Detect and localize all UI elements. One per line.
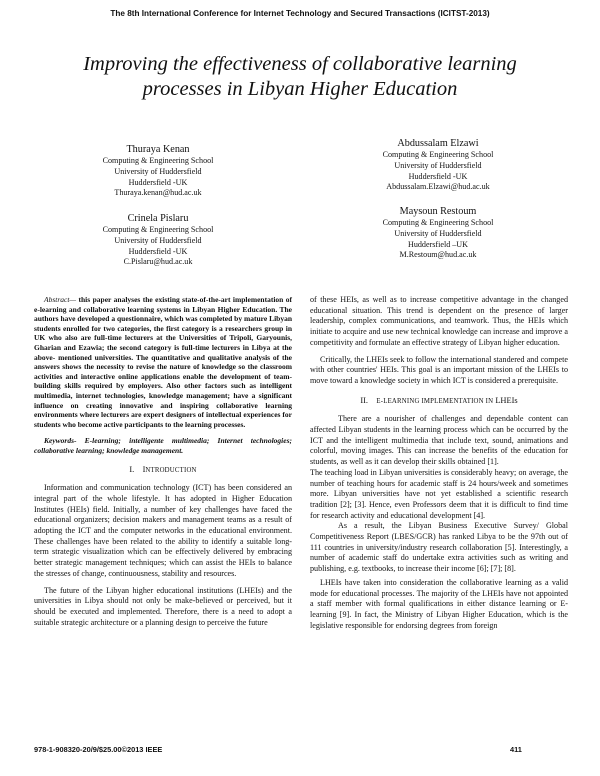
- title-line-1: Improving the effectiveness of collaborative learning: [83, 53, 517, 75]
- intro-paragraph-2: The future of the Libyan higher educational institutions (LHEIs) and the universities in Libya should not only be make-believed or perceived, but it should be executed and implemented. Therefore, there is a need to adopt a suitable strategic architecture or a planning design to perceive the future: [34, 585, 292, 627]
- right-paragraph-6: LHEIs have taken into consideration the collaborative learning as a valid mode for educational processes. The majority of the LHEIs have not appointed a staff member with formal qualifications in either distance learning or E-learning [9]. In fact, the Ministry of Libyan Higher Education, which is the legislative responsible for endorsing degrees from foreign: [310, 577, 568, 630]
- title-line-2: processes in Libyan Higher Education: [142, 78, 458, 100]
- section-title: E-LEARNING IMPLEMENTATION IN: [376, 397, 494, 405]
- section-number: I.: [129, 464, 135, 474]
- author-dept: Computing & Engineering School: [382, 218, 494, 227]
- author-univ: University of Huddersfield: [114, 235, 202, 245]
- right-paragraph-1: of these HEIs, as well as to increase competitive advantage in the changed educational situation. This trend is dependent on the presence of larger leadership, complex communications, and teamwork. Thus, the HEIs which initiate to acquire and use new technical knowledge can increase and improve a competitivity and formulate an effective strategy of Libyan higher education.: [310, 295, 568, 347]
- author-city: Huddersfield -UK: [128, 177, 188, 187]
- author-email: Thuraya.kenan@hud.ac.uk: [114, 188, 202, 198]
- author-name: Thuraya Kenan: [126, 144, 190, 155]
- abstract-label: Abstract—: [44, 295, 77, 304]
- author-name: Crinela Pislaru: [127, 213, 189, 224]
- section-title-tail: LHEIs: [495, 395, 518, 405]
- section-heading-introduction: [34, 465, 292, 477]
- left-column: [34, 295, 292, 628]
- author-city: Huddersfield -UK: [128, 246, 188, 256]
- conference-header: The 8th International Conference for Internet Technology and Secured Transactions (ICITST-2013): [110, 9, 490, 18]
- abstract: [34, 295, 292, 429]
- author-city: Huddersfield –UK: [407, 239, 468, 249]
- section-cap: I: [142, 464, 146, 474]
- section-title: NTRODUCTION: [145, 466, 197, 474]
- author-email: M.Restoum@hud.ac.uk: [399, 250, 477, 260]
- author-univ: University of Huddersfield: [114, 166, 202, 176]
- footer-copyright: 978-1-908320-20/9/$25.00©2013 IEEE: [34, 745, 163, 754]
- author-dept: Computing & Engineering School: [102, 156, 214, 165]
- author-dept: Computing & Engineering School: [382, 150, 494, 159]
- author-block: [48, 212, 268, 268]
- right-column: [310, 295, 568, 631]
- author-block: [48, 143, 268, 199]
- right-paragraph-4: The teaching load in Libyan universities is considerably heavy; on average, the number of teaching hours for academic staff is 24 hours/week and sometimes more. Libyan universities have not yet established a scientific research tradition [2]; [3]. Hence, even Professors deem that it is difficult to find time for research activity and educational development [4].: [310, 467, 568, 520]
- author-email: C.Pislaru@hud.ac.uk: [123, 257, 193, 267]
- author-name: Abdussalam Elzawi: [397, 138, 479, 149]
- author-block: [328, 205, 548, 261]
- right-paragraph-3: There are a nourisher of challenges and dependable content can affected Libyan students in the learning process which can be occurred by the ICT and the intelligent multimedia that include text, sound, animations and colorful, moving images. This can increase the benefits of the education for students, as well as it can develop their skills obtained [1].: [310, 414, 568, 467]
- author-univ: University of Huddersfield: [394, 228, 482, 238]
- author-email: Abdussalam.Elzawi@hud.ac.uk: [386, 182, 490, 192]
- page-number: 411: [510, 745, 522, 754]
- abstract-text: this paper analyses the existing state-of-the-art implementation of e-learning and collaborative learning systems in Libyan Higher Education. The authors have developed a questionnaire, which was completed by mature Libyan students enrolled for two categories, the first category is a researchers group in UK who also are full-time lecturers at the Universities of Tripoli, Garyounis, Gharian and Ezawia; the second category is full-time lecturers in Libya at the above- mentioned universities. The quantitative and qualitative analysis of the answers shows the necessity to revise the nature of knowledge so the classroom activities and interactive online applications enable the development of team-building skills required by employers. Also other factors such as intelligent multimedia, internet technologies, knowledge management; have a significant influence on creating innovative and inspiring collaborative learning environments where lecturers are expert designers of intellectual experiences for students who become active participants to the learning processes.: [34, 295, 292, 429]
- author-block: [328, 137, 548, 193]
- section-heading-elearning: [310, 396, 568, 408]
- section-number: II.: [360, 395, 369, 405]
- paper-title: [30, 52, 570, 102]
- author-city: Huddersfield -UK: [408, 171, 468, 181]
- right-paragraph-5: As a result, the Libyan Business Executive Survey/ Global Competitiveness Report (LBES/GCR) has ranked Libya to be the 97th out of 111 countries in university/industry research collaboration [5]. Interestingly, a number of academic staff do undertake extra activities such as writing and publishing, e.g. textbooks, to increase their income [6]; [7]; [8].: [310, 521, 568, 574]
- right-paragraph-2: Critically, the LHEIs seek to follow the international standered and compete with other countries' HEIs. This goal is an important mission of the LHEIs to move toward a knowledge society in which ICT is considered a prerequisite.: [310, 354, 568, 385]
- keywords: Keywords- E-learning; intelligente multimedia; Internet technologies; collaborative learning; knowledge management.: [34, 436, 292, 455]
- author-name: Maysoun Restoum: [399, 206, 477, 217]
- intro-paragraph-1: Information and communication technology (ICT) has been considered an integral part of the whole lifestyle. It has adopted in Higher Education Institutes (HEIs) field. Initially, a number of key challenges have faced the educational organizers; decision makers and management teams as a result of adopting the ICT and the computer networks in the educational environment. These challenges have been related to the ability to identify a suitable long-term strategic visualization which can be effectively delivered by embracing better strategic management techniques; which can assist the HEIs to balance the stresses of change, continuousness, stability and resources.: [34, 483, 292, 578]
- author-dept: Computing & Engineering School: [102, 225, 214, 234]
- author-univ: University of Huddersfield: [394, 160, 482, 170]
